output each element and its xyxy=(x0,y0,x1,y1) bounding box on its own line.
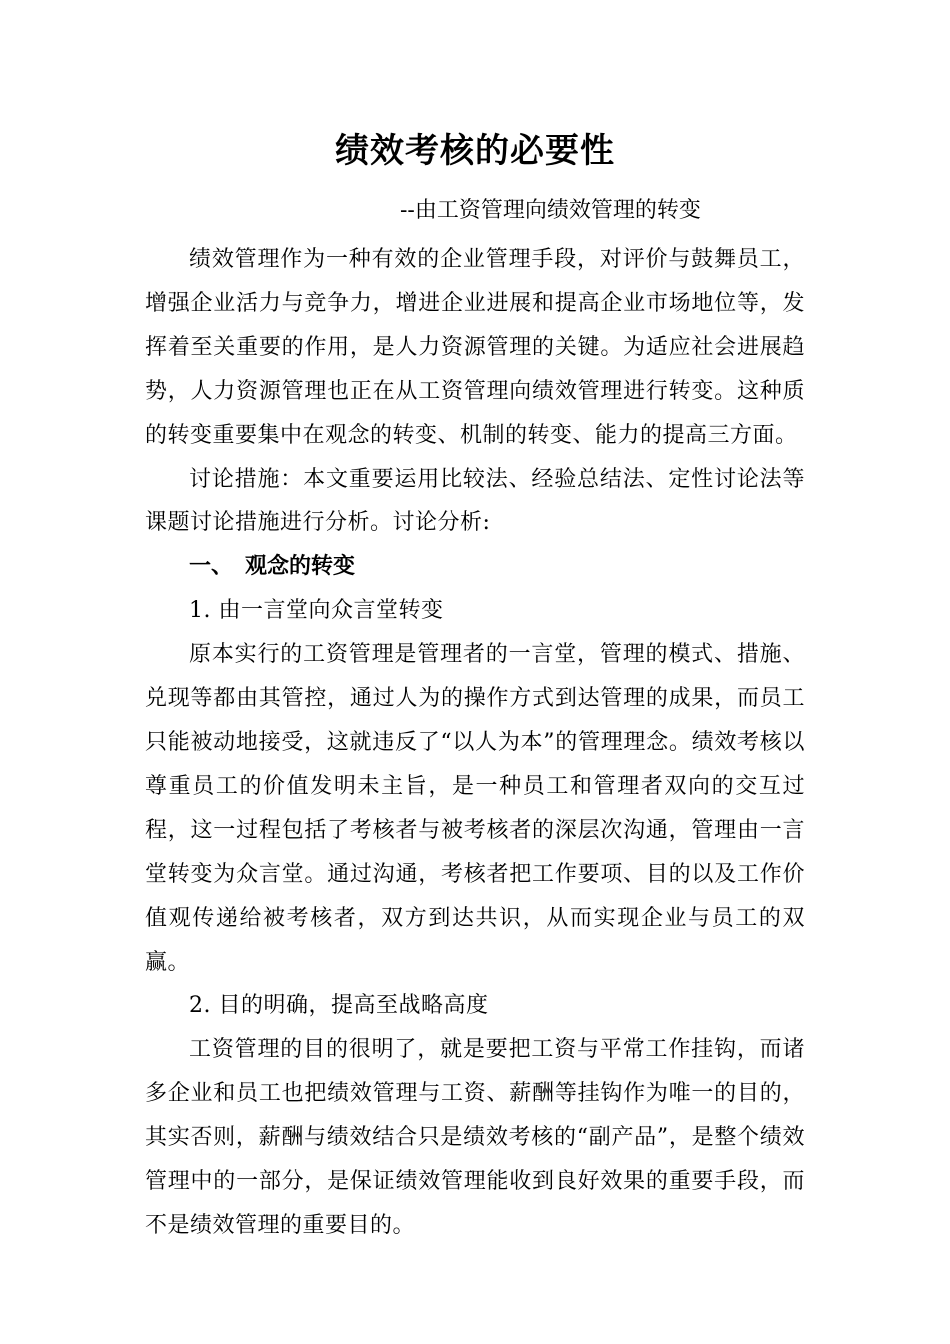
subsection-heading-1: 1. 由一言堂向众言堂转变 xyxy=(189,598,444,624)
document-body xyxy=(145,238,805,1248)
intro-paragraph: 绩效管理作为一种有效的企业管理手段，对评价与鼓舞员工，增强企业活力与竞争力，增进企业进展和提高企业市场地位等，发挥着至关重要的作用，是人力资源管理的关键。为适应社会进展趋势，人力资源管理也正在从工资管理向绩效管理进行转变。这种质的转变重要集中在观念的转变、机制的转变、能力的提高三方面。 xyxy=(145,247,805,448)
subsection-heading-2: 2. 目的明确，提高至战略高度 xyxy=(189,993,489,1019)
method-paragraph: 讨论措施：本文重要运用比较法、经验总结法、定性讨论法等课题讨论措施进行分析。讨论分析: xyxy=(145,466,805,536)
section-title: 观念的转变 xyxy=(245,554,356,580)
document-title: 绩效考核的必要性 xyxy=(335,131,615,171)
document-subtitle: --由工资管理向绩效管理的转变 xyxy=(400,198,701,223)
subsection-paragraph-2: 工资管理的目的很明了，就是要把工资与平常工作挂钩，而诸多企业和员工也把绩效管理与工资、薪酬等挂钩作为唯一的目的，其实否则，薪酬与绩效结合只是绩效考核的“副产品”，是整个绩效管理中的一部分，是保证绩效管理能收到良好效果的重要手段，而不是绩效管理的重要目的。 xyxy=(145,1037,805,1238)
subsection-paragraph-1: 原本实行的工资管理是管理者的一言堂，管理的模式、措施、兑现等都由其管控，通过人为的操作方式到达管理的成果，而员工只能被动地接受，这就违反了“以人为本”的管理理念。绩效考核以尊重员工的价值发明未主旨，是一种员工和管理者双向的交互过程，这一过程包括了考核者与被考核者的深层次沟通，管理由一言堂转变为众言堂。通过沟通，考核者把工作要项、目的以及工作价值观传递给被考核者，双方到达共识，从而实现企业与员工的双赢。 xyxy=(145,642,805,975)
section-number: 一、 xyxy=(189,554,234,580)
section-heading-1 xyxy=(145,545,805,589)
